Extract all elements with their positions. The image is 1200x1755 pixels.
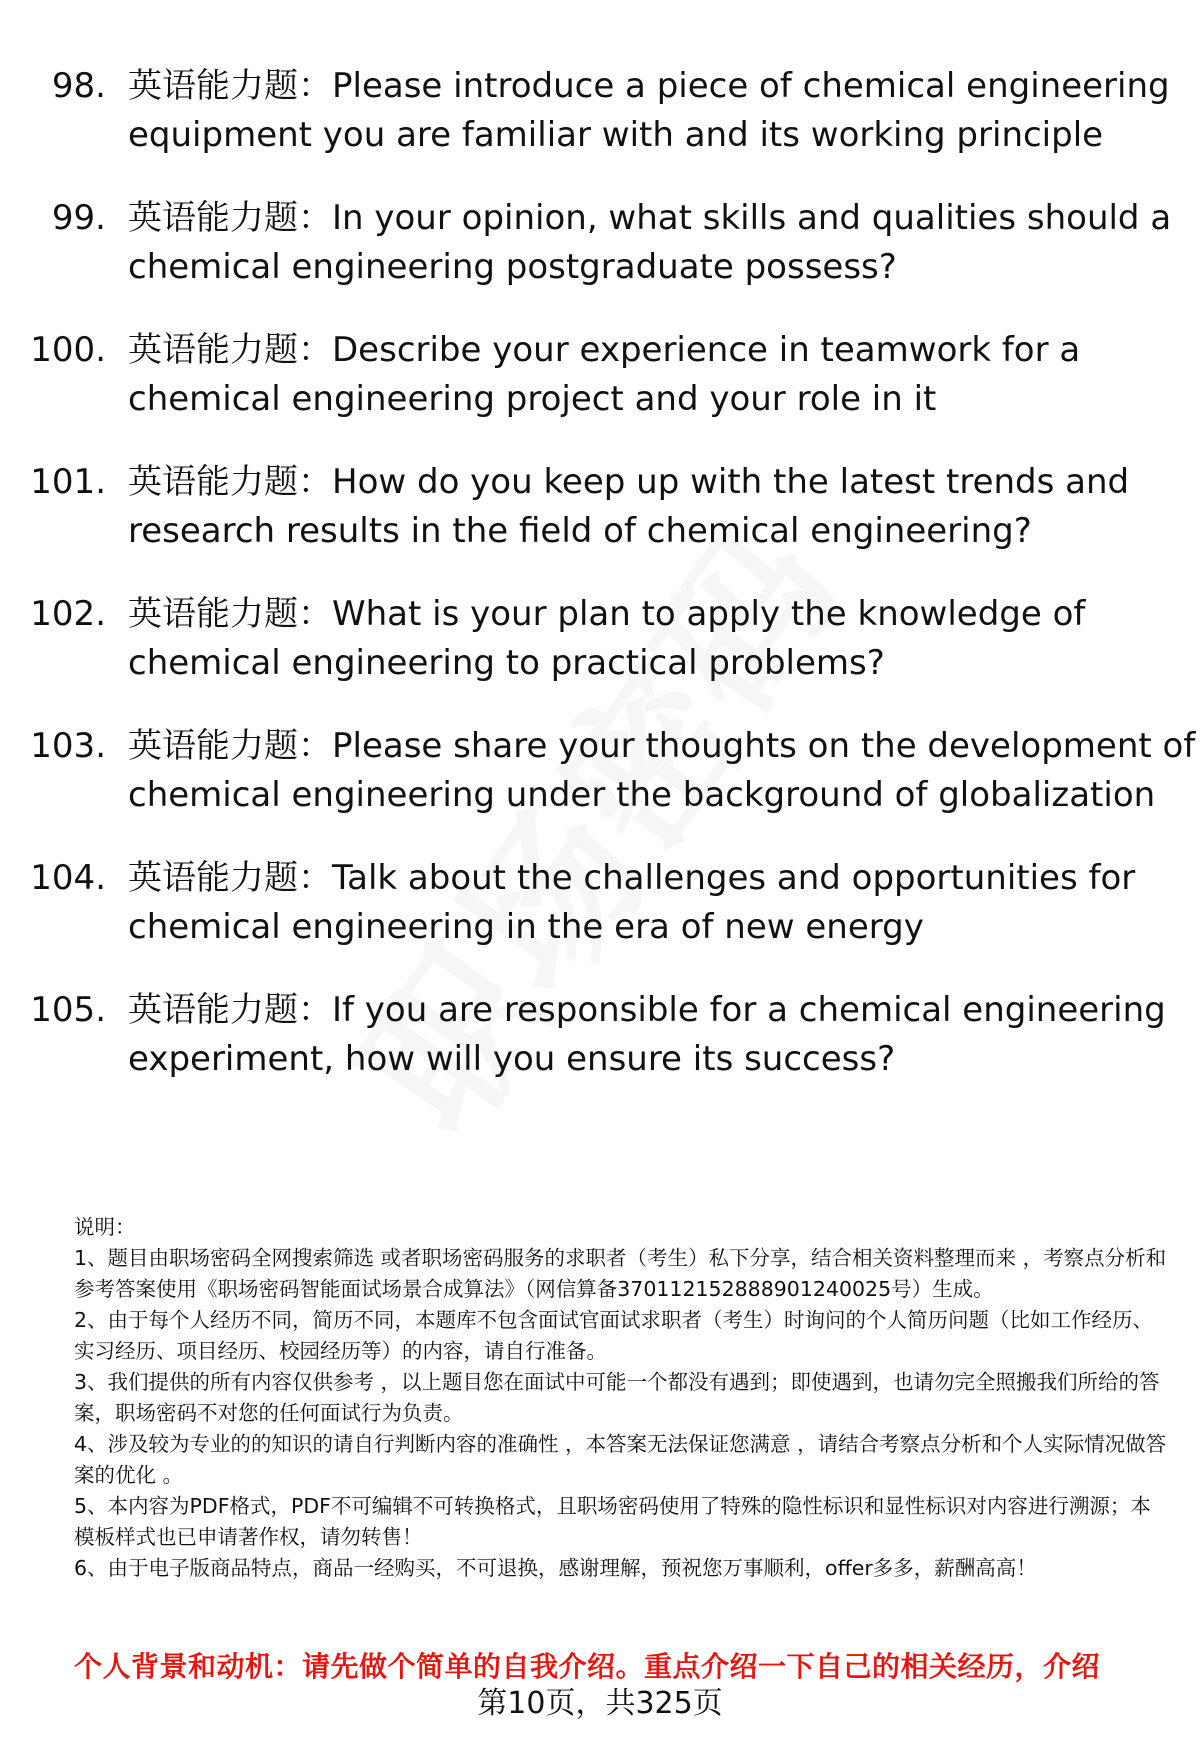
note-item: 5、本内容为PDF格式，PDF不可编辑不可转换格式，且职场密码使用了特殊的隐性标识和显性标识对内容进行溯源；本模板样式也已申请著作权，请勿转售！ (74, 1494, 1151, 1549)
note-item: 4、涉及较为专业的的知识的请自行判断内容的准确性 ，本答案无法保证您满意 ，请结合考察点分析和个人实际情况做答案的优化 。 (74, 1432, 1167, 1487)
question-item (0, 590, 1200, 688)
page-footer: 第10页，共325页 (477, 1686, 723, 1721)
question-number: 100. (30, 330, 106, 370)
question-text: Talk about the challenges and opportunities for chemical engineering in the era of new energy (128, 858, 1136, 947)
question-number: 104. (30, 858, 106, 898)
note-item: 3、我们提供的所有内容仅供参考 ，以上题目您在面试中可能一个都没有遇到；即使遇到，也请勿完全照搬我们所给的答案，职场密码不对您的任何面试行为负责。 (74, 1370, 1160, 1425)
question-item (0, 722, 1200, 820)
question-label: 英语能力题： (128, 66, 332, 106)
question-item (0, 62, 1200, 160)
question-label: 英语能力题： (128, 858, 332, 898)
question-text: If you are responsible for a chemical engineering experiment, how will you ensure its success? (128, 990, 1166, 1079)
question-number: 105. (30, 990, 106, 1030)
question-text: What is your plan to apply the knowledge of chemical engineering to practical problems? (128, 594, 1086, 683)
question-text: How do you keep up with the latest trends and research results in the field of chemical engineering? (128, 462, 1130, 551)
question-label: 英语能力题： (128, 726, 332, 766)
question-label: 英语能力题： (128, 594, 332, 634)
question-number: 101. (30, 462, 106, 502)
question-text: In your opinion, what skills and qualities should a chemical engineering postgraduate possess? (128, 198, 1172, 287)
question-number: 99. (51, 198, 106, 238)
note-item: 2、由于每个人经历不同，简历不同，本题库不包含面试官面试求职者（考生）时询问的个人简历问题（比如工作经历、实习经历、项目经历、校园经历等）的内容，请自行准备。 (74, 1308, 1154, 1363)
question-item (0, 986, 1200, 1084)
note-item: 1、题目由职场密码全网搜索筛选 或者职场密码服务的求职者（考生）私下分享，结合相关资料整理而来 ，考察点分析和参考答案使用《职场密码智能面试场景合成算法》（网信算备370112152888901240025号）生成。 (74, 1246, 1167, 1301)
question-text: Describe your experience in teamwork for a chemical engineering project and your role in it (128, 330, 1081, 419)
question-number: 98. (51, 66, 106, 106)
note-item: 6、由于电子版商品特点，商品一经购买，不可退换，感谢理解，预祝您万事顺利，offer多多，薪酬高高！ (74, 1556, 1037, 1580)
question-list (0, 62, 1200, 1118)
question-label: 英语能力题： (128, 462, 332, 502)
question-item (0, 854, 1200, 952)
question-label: 英语能力题： (128, 198, 332, 238)
question-label: 英语能力题： (128, 330, 332, 370)
question-item (0, 326, 1200, 424)
question-number: 102. (30, 594, 106, 634)
notes-title: 说明： (74, 1215, 136, 1239)
question-label: 英语能力题： (128, 990, 332, 1030)
question-number: 103. (30, 726, 106, 766)
next-section-heading: 个人背景和动机：请先做个简单的自我介绍。重点介绍一下自己的相关经历，介绍 (74, 1650, 1101, 1683)
question-text: Please share your thoughts on the development of chemical engineering under the background of globalization (128, 726, 1196, 815)
notes-section (74, 1212, 1169, 1584)
question-item (0, 458, 1200, 556)
question-item (0, 194, 1200, 292)
question-text: Please introduce a piece of chemical engineering equipment you are familiar with and its working principle (128, 66, 1170, 155)
